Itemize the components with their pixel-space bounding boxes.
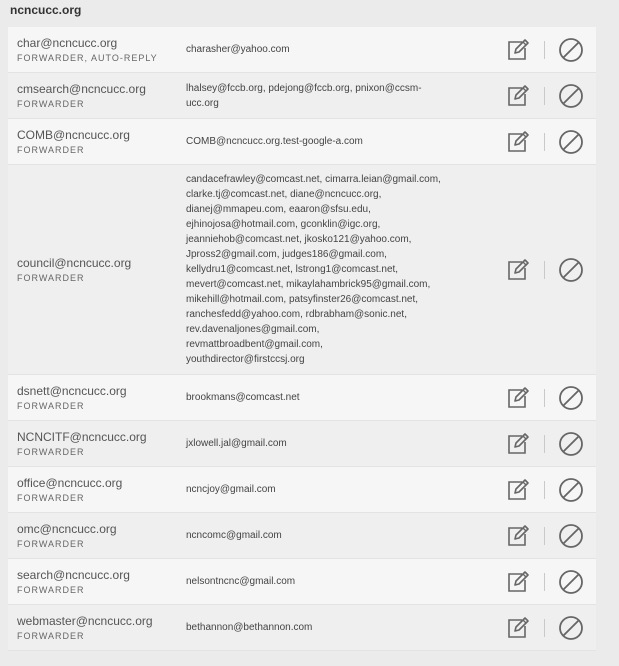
delete-icon[interactable]	[558, 257, 584, 283]
edit-icon[interactable]	[506, 258, 530, 282]
delete-icon[interactable]	[558, 569, 584, 595]
address-cell	[8, 614, 186, 642]
forwarder-type: FORWARDER	[17, 144, 85, 155]
forwarder-address: COMB@ncncucc.org	[17, 127, 130, 142]
action-divider	[544, 87, 545, 105]
forwarders-list	[8, 27, 596, 651]
destination-text: brookmans@comcast.net	[186, 392, 300, 403]
action-divider	[544, 435, 545, 453]
row-actions	[496, 477, 596, 503]
destination-text: jeanniehob@comcast.net, jkosko121@yahoo.com,	[186, 234, 412, 245]
forwarder-row	[8, 27, 596, 73]
destination-text: ejhinojosa@hotmail.com, gconklin@igc.org,	[186, 219, 381, 230]
forwarder-address: cmsearch@ncncucc.org	[17, 81, 146, 96]
forwarder-address: omc@ncncucc.org	[17, 521, 117, 536]
address-cell	[8, 82, 186, 110]
forwarder-row	[8, 513, 596, 559]
address-cell	[8, 430, 186, 458]
action-divider	[544, 481, 545, 499]
row-actions	[496, 523, 596, 549]
domain-title: ncncucc.org	[10, 3, 82, 17]
address-cell	[8, 476, 186, 504]
destinations-cell	[186, 620, 496, 635]
edit-icon[interactable]	[506, 524, 530, 548]
forwarder-type: FORWARDER	[17, 98, 85, 109]
row-actions	[496, 431, 596, 457]
destination-text: kellydru1@comcast.net, lstrong1@comcast.net,	[186, 264, 399, 275]
destination-text: revmattbroadbent@gmail.com,	[186, 339, 323, 350]
address-cell	[8, 384, 186, 412]
destinations-cell	[186, 172, 496, 367]
action-divider	[544, 573, 545, 591]
forwarder-type: FORWARDER	[17, 630, 85, 641]
destination-text: ucc.org	[186, 97, 219, 109]
destination-text: clarke.tj@comcast.net, diane@ncncucc.org,	[186, 189, 382, 200]
edit-icon[interactable]	[506, 570, 530, 594]
forwarder-type: FORWARDER	[17, 538, 85, 549]
forwarder-address: search@ncncucc.org	[17, 567, 130, 582]
forwarder-address: council@ncncucc.org	[17, 255, 132, 270]
forwarder-type: FORWARDER	[17, 400, 85, 411]
destination-text: COMB@ncncucc.org.test-google-a.com	[186, 136, 363, 147]
delete-icon[interactable]	[558, 129, 584, 155]
forwarder-type: FORWARDER	[17, 584, 85, 595]
forwarder-row	[8, 165, 596, 375]
delete-icon[interactable]	[558, 385, 584, 411]
action-divider	[544, 261, 545, 279]
forwarder-address: webmaster@ncncucc.org	[17, 613, 153, 628]
destination-text: jxlowell.jal@gmail.com	[186, 438, 287, 449]
edit-icon[interactable]	[506, 478, 530, 502]
action-divider	[544, 133, 545, 151]
destinations-cell	[186, 42, 496, 57]
forwarder-type: FORWARDER	[17, 446, 85, 457]
destination-text: dianej@mmapeu.com, eaaron@sfsu.edu,	[186, 204, 371, 215]
edit-icon[interactable]	[506, 130, 530, 154]
delete-icon[interactable]	[558, 523, 584, 549]
row-actions	[496, 83, 596, 109]
destinations-cell	[186, 436, 496, 451]
delete-icon[interactable]	[558, 37, 584, 63]
destination-text: Jpross2@gmail.com, judges186@gmail.com,	[186, 249, 387, 260]
address-cell	[8, 522, 186, 550]
forwarder-row	[8, 605, 596, 651]
address-cell	[8, 128, 186, 156]
action-divider	[544, 389, 545, 407]
row-actions	[496, 257, 596, 283]
forwarder-row	[8, 559, 596, 605]
destinations-cell	[186, 574, 496, 589]
destination-text: bethannon@bethannon.com	[186, 622, 313, 633]
destination-text: mevert@comcast.net, mikaylahambrick95@gmail.com,	[186, 279, 431, 290]
forwarder-address: char@ncncucc.org	[17, 35, 118, 50]
forwarder-row	[8, 467, 596, 513]
destination-text: lhalsey@fccb.org, pdejong@fccb.org, pnixon@ccsm-	[186, 82, 422, 94]
address-cell	[8, 568, 186, 596]
destination-text: mikehill@hotmail.com, patsyfinster26@comcast.net,	[186, 294, 419, 305]
edit-icon[interactable]	[506, 38, 530, 62]
row-actions	[496, 129, 596, 155]
edit-icon[interactable]	[506, 432, 530, 456]
forwarder-address: office@ncncucc.org	[17, 475, 123, 490]
destination-text: nelsontncnc@gmail.com	[186, 576, 296, 587]
forwarder-address: dsnett@ncncucc.org	[17, 383, 127, 398]
destination-text: ncncjoy@gmail.com	[186, 484, 276, 495]
destinations-cell	[186, 134, 496, 149]
destination-text: youthdirector@firstccsj.org	[186, 354, 305, 365]
destinations-cell	[186, 390, 496, 405]
destination-text: rev.davenaljones@gmail.com,	[186, 324, 320, 335]
address-cell	[8, 256, 186, 284]
forwarder-row	[8, 421, 596, 467]
destination-text: ranchesfedd@yahoo.com, rdbrabham@sonic.net,	[186, 309, 407, 320]
row-actions	[496, 385, 596, 411]
action-divider	[544, 41, 545, 59]
delete-icon[interactable]	[558, 615, 584, 641]
row-actions	[496, 615, 596, 641]
forwarder-row	[8, 375, 596, 421]
action-divider	[544, 527, 545, 545]
forwarder-type: FORWARDER, AUTO-REPLY	[17, 52, 158, 63]
edit-icon[interactable]	[506, 616, 530, 640]
destination-text: ncncomc@gmail.com	[186, 530, 282, 541]
destination-text: candacefrawley@comcast.net, cimarra.leian@gmail.com,	[186, 174, 441, 185]
edit-icon[interactable]	[506, 386, 530, 410]
action-divider	[544, 619, 545, 637]
forwarder-row	[8, 119, 596, 165]
forwarder-row	[8, 73, 596, 119]
edit-icon[interactable]	[506, 84, 530, 108]
address-cell	[8, 36, 186, 64]
forwarder-type: FORWARDER	[17, 272, 85, 283]
forwarder-address: NCNCITF@ncncucc.org	[17, 429, 147, 444]
forwarder-type: FORWARDER	[17, 492, 85, 503]
delete-icon[interactable]	[558, 477, 584, 503]
row-actions	[496, 37, 596, 63]
delete-icon[interactable]	[558, 431, 584, 457]
delete-icon[interactable]	[558, 83, 584, 109]
destinations-cell	[186, 482, 496, 497]
destinations-cell	[186, 528, 496, 543]
destination-text: charasher@yahoo.com	[186, 44, 290, 55]
destinations-cell	[186, 81, 496, 111]
row-actions	[496, 569, 596, 595]
